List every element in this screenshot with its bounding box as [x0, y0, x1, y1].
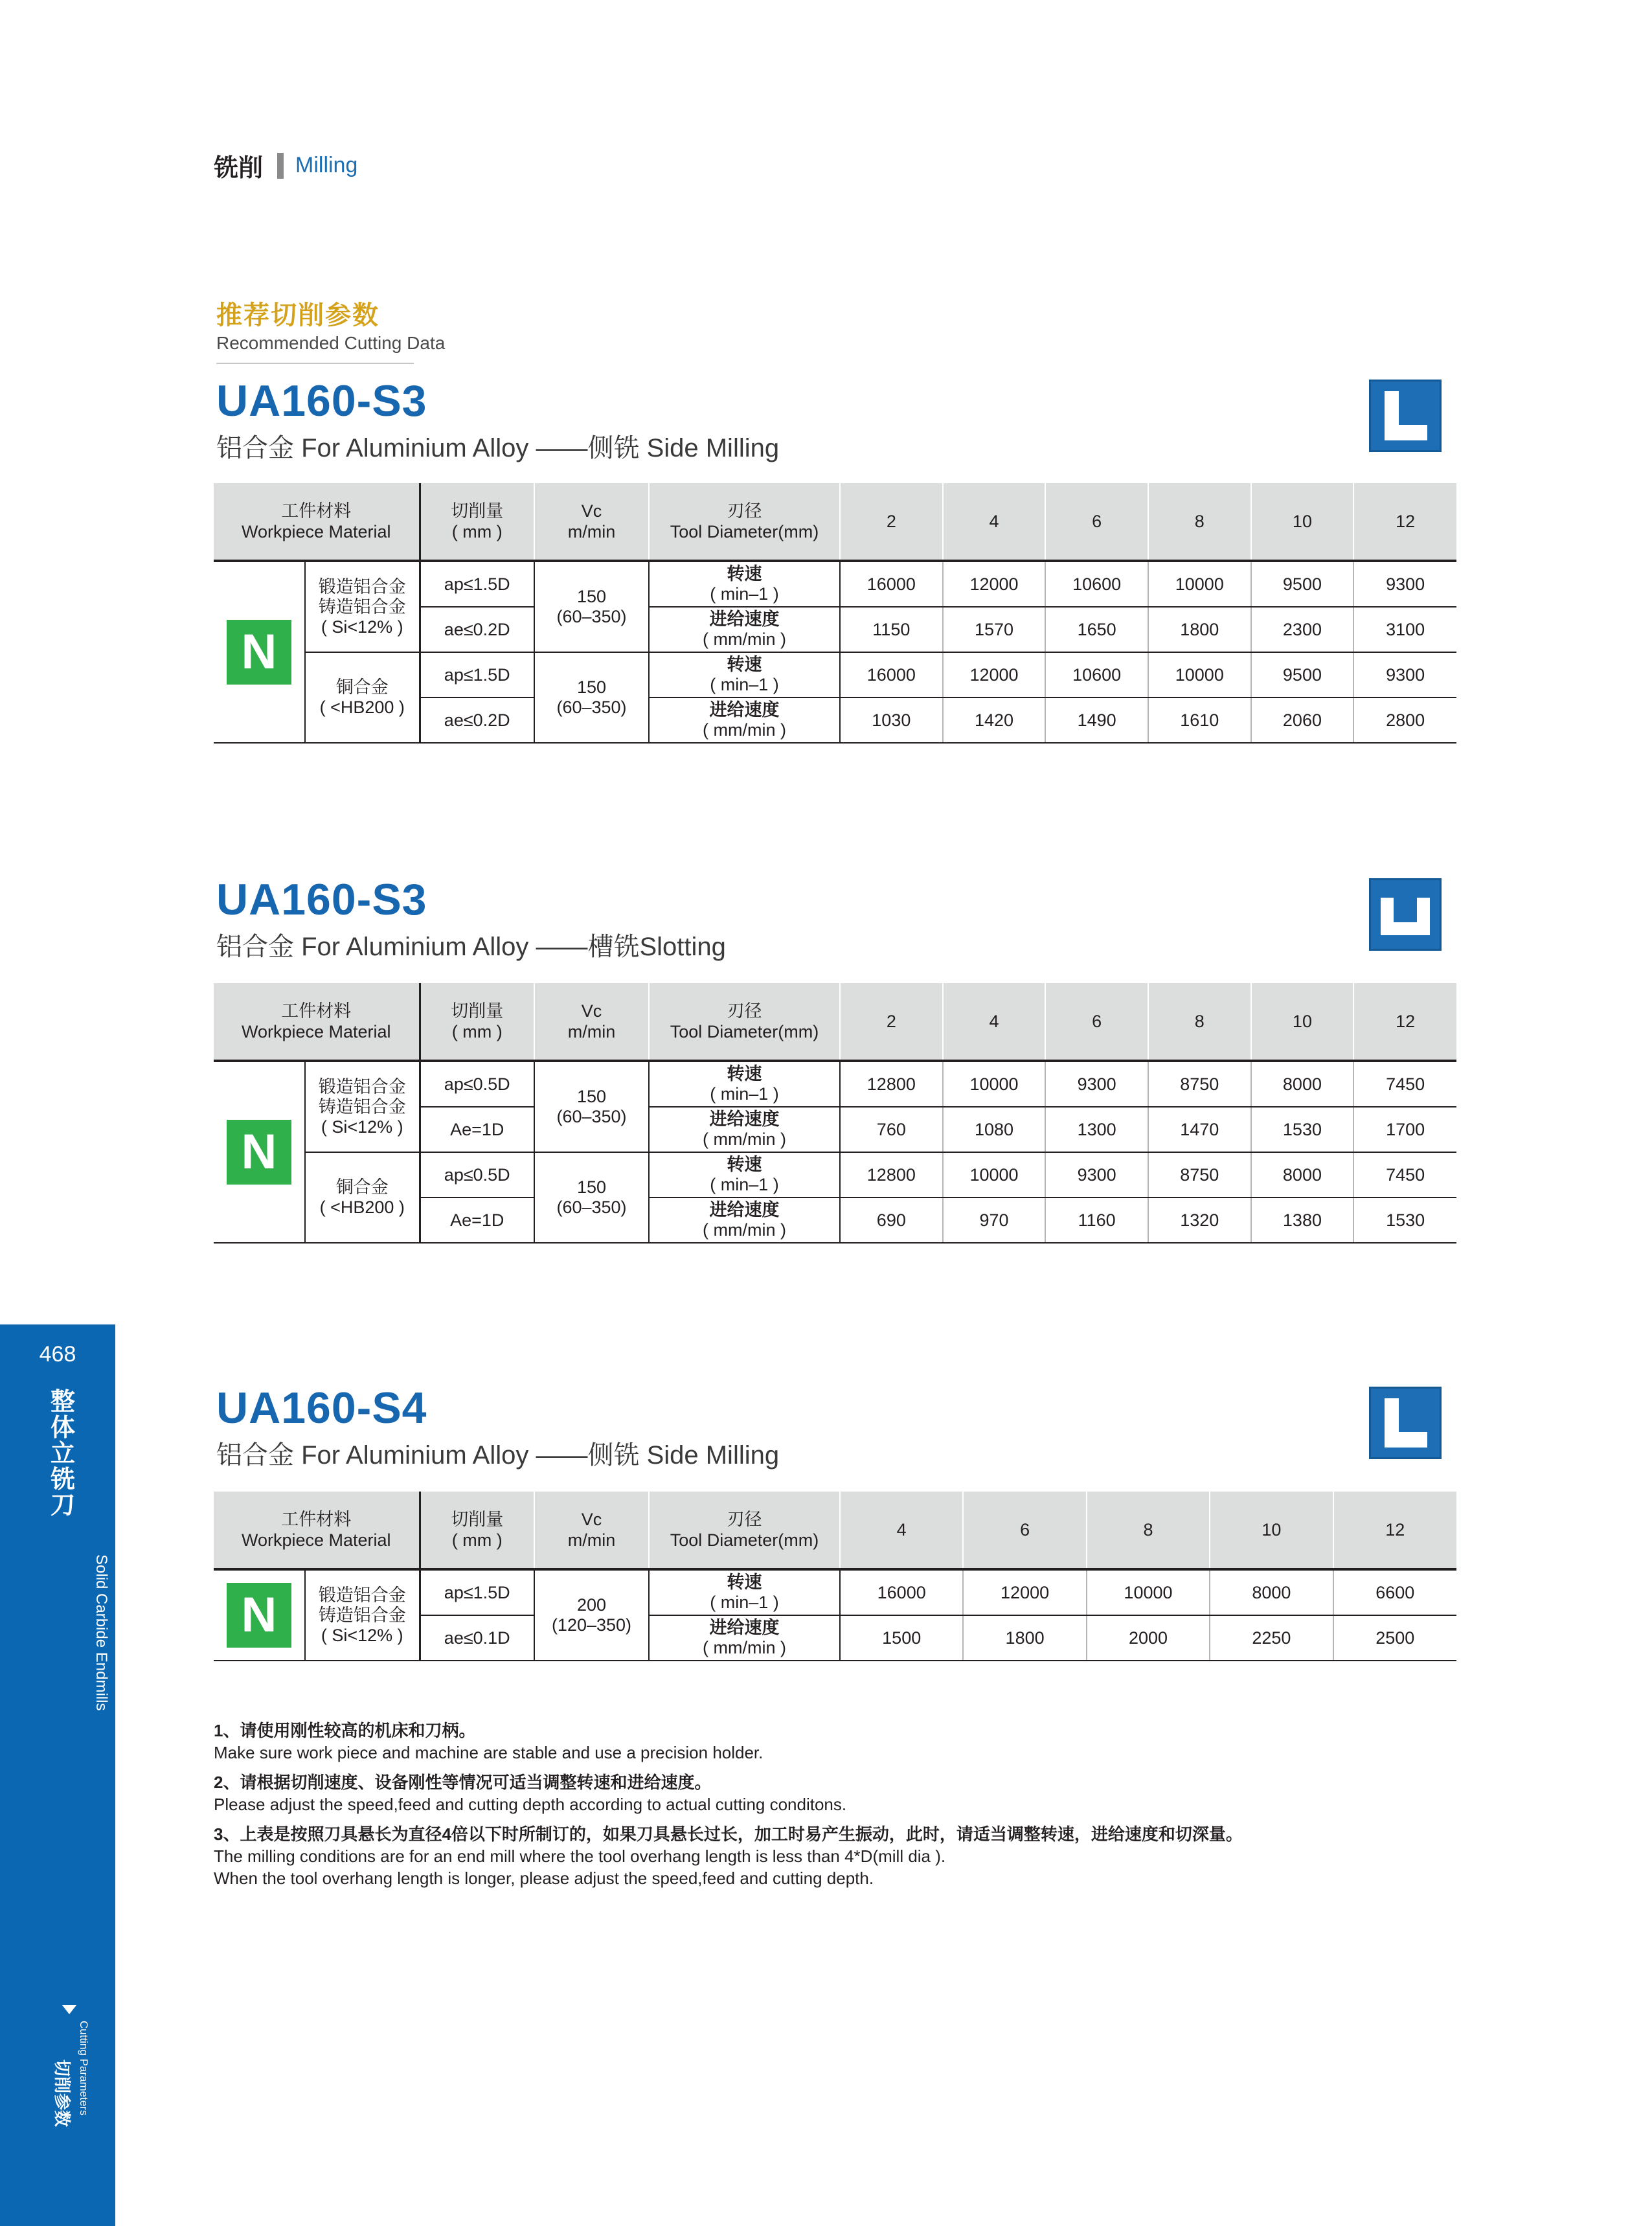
value-cell: 9500 [1251, 561, 1354, 607]
value-cell: 2000 [1087, 1615, 1210, 1661]
value-cell: 1610 [1148, 698, 1251, 743]
cutting-data-table [214, 983, 1456, 1244]
parameter-cell [649, 1152, 840, 1198]
section-subtitle: 铝合金 For Aluminium Alloy ——侧铣 Side Milling [216, 434, 780, 462]
sidebar-section-en: Solid Carbide Endmills [93, 1554, 110, 1711]
parameter-label-cn: 转速 [727, 1064, 762, 1084]
value-cell: 1530 [1353, 1198, 1456, 1243]
header-tool-diameter [649, 983, 840, 1061]
table-row [214, 1569, 1456, 1615]
value-cell: 1470 [1148, 1107, 1251, 1152]
value-cell: 9300 [1045, 1152, 1148, 1198]
value-cell: 970 [943, 1198, 1046, 1243]
section-subtitle: 铝合金 For Aluminium Alloy ——侧铣 Side Milling [216, 1441, 780, 1470]
depth-cell: ap≤1.5D [420, 561, 534, 607]
diameter-header-cell: 10 [1251, 983, 1354, 1061]
material-cell [305, 1152, 420, 1243]
triangle-down-icon [62, 2005, 76, 2014]
value-cell: 10000 [943, 1061, 1046, 1107]
header-diameter-cn: 刃径 [727, 1001, 762, 1021]
parameter-cell [649, 1061, 840, 1107]
vc-value: 200 [576, 1595, 607, 1615]
header-workpiece-material [214, 983, 420, 1061]
value-cell: 3100 [1353, 607, 1456, 652]
value-cell: 10600 [1045, 652, 1148, 698]
section-subtitle: 铝合金 For Aluminium Alloy ——槽铣Slotting [216, 933, 726, 961]
value-cell: 1490 [1045, 698, 1148, 743]
diameter-header-cell: 2 [840, 983, 943, 1061]
header-diameter-en: Tool Diameter(mm) [670, 1530, 819, 1550]
header-title-en: Milling [295, 153, 358, 177]
diameter-header-cell: 6 [1045, 483, 1148, 561]
slotting-icon [1369, 878, 1442, 951]
model-title: UA160-S4 [216, 1383, 427, 1433]
depth-cell: ap≤0.5D [420, 1061, 534, 1107]
material-line: ( Si<12% ) [321, 617, 403, 637]
vc-range: (60–350) [556, 1198, 627, 1217]
value-cell: 1700 [1353, 1107, 1456, 1152]
parameter-unit: ( min–1 ) [710, 584, 779, 604]
value-cell: 8750 [1148, 1061, 1251, 1107]
parameter-label-cn: 转速 [727, 564, 762, 584]
diameter-header-cell: 12 [1353, 483, 1456, 561]
parameter-unit: ( mm/min ) [703, 1638, 786, 1657]
value-cell: 1420 [943, 698, 1046, 743]
material-group-cell [214, 1061, 305, 1243]
parameter-unit: ( mm/min ) [703, 630, 786, 649]
vc-range: (60–350) [556, 1107, 627, 1126]
value-cell: 1570 [943, 607, 1046, 652]
header-workpiece-material [214, 483, 420, 561]
depth-cell: Ae=1D [420, 1198, 534, 1243]
value-cell: 10000 [1087, 1569, 1210, 1615]
header-vc-unit: m/min [567, 1530, 616, 1550]
parameter-unit: ( mm/min ) [703, 1220, 786, 1240]
vc-cell [534, 652, 649, 743]
material-line: 铸造铝合金 [318, 1605, 406, 1625]
header-cutting-depth [420, 983, 534, 1061]
notes [214, 1720, 1243, 1897]
value-cell: 2800 [1353, 698, 1456, 743]
value-cell: 1380 [1251, 1198, 1354, 1243]
note-en: When the tool overhang length is longer, please adjust the speed,feed and cutting depth. [214, 1868, 874, 1888]
diameter-header-cell: 8 [1148, 983, 1251, 1061]
diameter-header-cell: 10 [1251, 483, 1354, 561]
note-item [214, 1771, 1243, 1815]
depth-cell: Ae=1D [420, 1107, 534, 1152]
depth-cell: ae≤0.2D [420, 607, 534, 652]
diameter-header-cell: 4 [840, 1492, 963, 1569]
header-vc [534, 483, 649, 561]
header-vc [534, 983, 649, 1061]
value-cell: 8750 [1148, 1152, 1251, 1198]
header-diameter-en: Tool Diameter(mm) [670, 522, 819, 541]
header-diameter-en: Tool Diameter(mm) [670, 1022, 819, 1041]
diameter-header-cell: 4 [943, 483, 1046, 561]
value-cell: 1650 [1045, 607, 1148, 652]
value-cell: 1080 [943, 1107, 1046, 1152]
diameter-header-cell: 2 [840, 483, 943, 561]
value-cell: 1500 [840, 1615, 963, 1661]
vc-cell [534, 1152, 649, 1243]
note-cn: 3、上表是按照刀具悬长为直径4倍以下时所制订的，如果刀具悬长过长，加工时易产生振动，此时，请适当调整转速，进给速度和切深量。 [214, 1824, 1243, 1844]
vc-cell [534, 561, 649, 652]
note-en: Make sure work piece and machine are stable and use a precision holder. [214, 1743, 764, 1762]
parameter-cell [649, 1615, 840, 1661]
value-cell: 2250 [1210, 1615, 1333, 1661]
value-cell: 12000 [943, 561, 1046, 607]
material-group-cell [214, 561, 305, 743]
value-cell: 12000 [943, 652, 1046, 698]
parameter-cell [649, 652, 840, 698]
depth-cell: ap≤1.5D [420, 1569, 534, 1615]
material-group-cell [214, 1569, 305, 1661]
value-cell: 2300 [1251, 607, 1354, 652]
header-tool-diameter [649, 1492, 840, 1569]
parameter-label-cn: 进给速度 [709, 609, 780, 629]
value-cell: 9300 [1353, 561, 1456, 607]
recommended-underline [216, 363, 414, 364]
side-milling-icon [1369, 1387, 1442, 1459]
header-diameter-cn: 刃径 [727, 1510, 762, 1529]
parameter-label-cn: 转速 [727, 655, 762, 674]
vc-value: 150 [576, 587, 607, 606]
material-line: 铸造铝合金 [318, 1096, 406, 1117]
value-cell: 10000 [1148, 561, 1251, 607]
header-divider [277, 153, 284, 179]
sidebar-section-cn: 整体立铣刀 [50, 1389, 75, 1519]
vc-range: (60–350) [556, 698, 627, 717]
diameter-header-cell: 6 [1045, 983, 1148, 1061]
note-cn: 1、请使用刚性较高的机床和刀柄。 [214, 1721, 476, 1740]
side-milling-icon [1369, 380, 1442, 452]
value-cell: 6600 [1333, 1569, 1456, 1615]
cutting-data-table [214, 483, 1456, 744]
material-cell [305, 561, 420, 652]
value-cell: 8000 [1251, 1061, 1354, 1107]
header-workpiece-material [214, 1492, 420, 1569]
material-line: 锻造铝合金 [318, 576, 406, 596]
header-vc-label: Vc [581, 1001, 602, 1021]
diameter-header-cell: 8 [1087, 1492, 1210, 1569]
parameter-unit: ( min–1 ) [710, 675, 779, 694]
parameter-label-cn: 进给速度 [709, 700, 780, 720]
header-material-en: Workpiece Material [241, 1022, 391, 1041]
vc-range: (120–350) [551, 1615, 632, 1635]
table-row [214, 652, 1456, 698]
vc-value: 150 [576, 1177, 607, 1197]
parameter-unit: ( min–1 ) [710, 1084, 779, 1104]
value-cell: 9300 [1353, 652, 1456, 698]
depth-cell: ae≤0.1D [420, 1615, 534, 1661]
value-cell: 9500 [1251, 652, 1354, 698]
header-material-cn: 工件材料 [281, 1001, 352, 1021]
page-header [214, 148, 357, 183]
header-depth-unit: ( mm ) [451, 1022, 503, 1041]
header-depth-unit: ( mm ) [451, 1530, 503, 1550]
material-line: 铸造铝合金 [318, 596, 406, 617]
value-cell: 12000 [963, 1569, 1086, 1615]
vc-value: 150 [576, 1087, 607, 1106]
parameter-cell [649, 1198, 840, 1243]
parameter-unit: ( min–1 ) [710, 1175, 779, 1194]
table-row [214, 1152, 1456, 1198]
parameter-label-cn: 进给速度 [709, 1200, 780, 1220]
material-group-n-icon: N [227, 1120, 291, 1185]
parameter-label-cn: 转速 [727, 1573, 762, 1592]
note-item [214, 1823, 1243, 1889]
material-line: 锻造铝合金 [318, 1585, 406, 1605]
value-cell: 1160 [1045, 1198, 1148, 1243]
value-cell: 1300 [1045, 1107, 1148, 1152]
value-cell: 1800 [963, 1615, 1086, 1661]
material-line: 铜合金 [335, 677, 389, 697]
header-material-en: Workpiece Material [241, 522, 391, 541]
header-vc-label: Vc [581, 501, 602, 521]
table-header-row [214, 483, 1456, 561]
material-line: ( <HB200 ) [319, 698, 405, 717]
parameter-label-cn: 转速 [727, 1155, 762, 1174]
parameter-cell [649, 607, 840, 652]
diameter-header-cell: 12 [1353, 983, 1456, 1061]
material-group-n-icon: N [227, 620, 291, 685]
cutting-data-table [214, 1492, 1456, 1661]
header-depth-unit: ( mm ) [451, 522, 503, 541]
value-cell: 10000 [943, 1152, 1046, 1198]
note-en: Please adjust the speed,feed and cutting depth according to actual cutting conditons. [214, 1795, 847, 1814]
value-cell: 10600 [1045, 561, 1148, 607]
material-line: ( <HB200 ) [319, 1198, 405, 1217]
value-cell: 7450 [1353, 1152, 1456, 1198]
vc-range: (60–350) [556, 607, 627, 626]
parameter-label-cn: 进给速度 [709, 1618, 780, 1637]
header-vc [534, 1492, 649, 1569]
diameter-header-cell: 12 [1333, 1492, 1456, 1569]
header-tool-diameter [649, 483, 840, 561]
vc-cell [534, 1569, 649, 1661]
model-title: UA160-S3 [216, 376, 427, 426]
header-cutting-depth [420, 1492, 534, 1569]
table-header-row [214, 1492, 1456, 1569]
vc-value: 150 [576, 677, 607, 697]
header-material-en: Workpiece Material [241, 1530, 391, 1550]
value-cell: 12800 [840, 1061, 943, 1107]
value-cell: 2500 [1333, 1615, 1456, 1661]
value-cell: 690 [840, 1198, 943, 1243]
vc-cell [534, 1061, 649, 1152]
value-cell: 1030 [840, 698, 943, 743]
header-depth-cn: 切削量 [451, 501, 504, 521]
note-item [214, 1720, 1243, 1764]
value-cell: 1320 [1148, 1198, 1251, 1243]
page-number: 468 [39, 1342, 76, 1367]
value-cell: 9300 [1045, 1061, 1148, 1107]
value-cell: 8000 [1210, 1569, 1333, 1615]
material-cell [305, 652, 420, 743]
header-vc-unit: m/min [567, 1022, 616, 1041]
diameter-header-cell: 4 [943, 983, 1046, 1061]
material-line: ( Si<12% ) [321, 1117, 403, 1137]
diameter-header-cell: 8 [1148, 483, 1251, 561]
header-depth-cn: 切削量 [451, 1510, 504, 1529]
material-line: 锻造铝合金 [318, 1076, 406, 1096]
recommended-title-en: Recommended Cutting Data [216, 333, 446, 353]
value-cell: 7450 [1353, 1061, 1456, 1107]
recommended-heading [216, 295, 445, 364]
note-en: The milling conditions are for an end mill where the tool overhang length is less than 4*D(mill dia ). [214, 1846, 946, 1866]
sidebar-bottom-en: Cutting Parameters [78, 2021, 90, 2116]
sidebar-bottom-cn: 切削参数 [52, 2060, 72, 2128]
header-material-cn: 工件材料 [281, 501, 352, 521]
value-cell: 12800 [840, 1152, 943, 1198]
material-line: ( Si<12% ) [321, 1625, 403, 1645]
table-header-row [214, 983, 1456, 1061]
parameter-cell [649, 1569, 840, 1615]
header-diameter-cn: 刃径 [727, 501, 762, 521]
value-cell: 8000 [1251, 1152, 1354, 1198]
depth-cell: ap≤0.5D [420, 1152, 534, 1198]
parameter-unit: ( mm/min ) [703, 720, 786, 740]
model-title: UA160-S3 [216, 875, 427, 924]
diameter-header-cell: 6 [963, 1492, 1086, 1569]
value-cell: 1800 [1148, 607, 1251, 652]
value-cell: 16000 [840, 652, 943, 698]
value-cell: 2060 [1251, 698, 1354, 743]
material-cell [305, 1061, 420, 1152]
material-group-n-icon: N [227, 1583, 291, 1648]
note-cn: 2、请根据切削速度、设备刚性等情况可适当调整转速和进给速度。 [214, 1773, 712, 1792]
material-line: 铜合金 [335, 1177, 389, 1197]
header-material-cn: 工件材料 [281, 1510, 352, 1529]
header-vc-unit: m/min [567, 522, 616, 541]
depth-cell: ae≤0.2D [420, 698, 534, 743]
diameter-header-cell: 10 [1210, 1492, 1333, 1569]
parameter-unit: ( mm/min ) [703, 1130, 786, 1149]
table-row [214, 561, 1456, 607]
parameter-label-cn: 进给速度 [709, 1109, 780, 1129]
parameter-unit: ( min–1 ) [710, 1593, 779, 1612]
value-cell: 1150 [840, 607, 943, 652]
table-row [214, 1061, 1456, 1107]
parameter-cell [649, 698, 840, 743]
parameter-cell [649, 561, 840, 607]
recommended-title-cn: 推荐切削参数 [216, 301, 379, 330]
value-cell: 16000 [840, 1569, 963, 1615]
value-cell: 1530 [1251, 1107, 1354, 1152]
value-cell: 16000 [840, 561, 943, 607]
header-vc-label: Vc [581, 1510, 602, 1529]
value-cell: 760 [840, 1107, 943, 1152]
value-cell: 10000 [1148, 652, 1251, 698]
header-depth-cn: 切削量 [451, 1001, 504, 1021]
header-title-cn: 铣削 [214, 155, 264, 182]
parameter-cell [649, 1107, 840, 1152]
header-cutting-depth [420, 483, 534, 561]
depth-cell: ap≤1.5D [420, 652, 534, 698]
material-cell [305, 1569, 420, 1661]
